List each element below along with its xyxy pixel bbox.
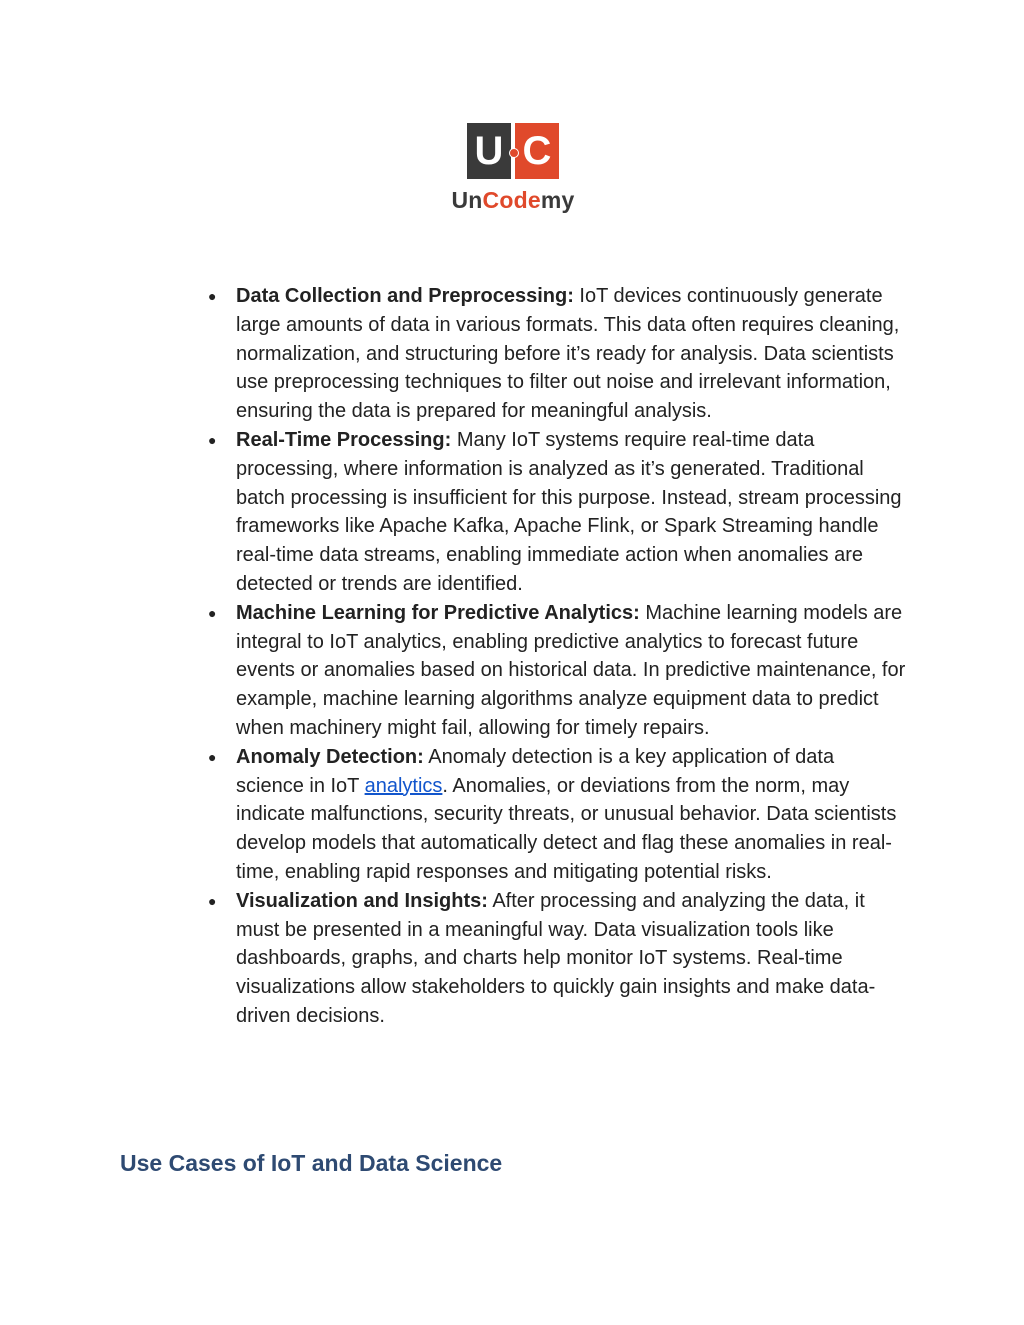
bullet-list: [208, 282, 906, 1031]
uncodemy-logo: [438, 120, 588, 220]
bullet-icon: ●: [208, 604, 217, 621]
item-term: Data Collection and Preprocessing:: [236, 285, 574, 307]
item-text: IoT devices continuously generate large amounts of data in various formats. This data often requires cleaning, normalization, and structuring before it’s ready for analysis. Data scientists use preprocessing techniques to filter out noise and irrelevant information, ensuring the data is prepared for meaningful analysis.: [236, 285, 900, 423]
item-text-before-link: Anomaly detection is a key application of data science in IoT: [236, 745, 835, 797]
section-heading: Use Cases of IoT and Data Science: [120, 1150, 503, 1176]
logo-wordmark: UnCodemy: [451, 187, 575, 213]
item-text: Machine learning models are integral to IoT analytics, enabling predictive analytics to forecast future events or anomalies based on historical data. In predictive maintenance, for example, machine learning algorithms analyze equipment data to predict when machinery might fail, allowing for timely repairs.: [236, 601, 906, 739]
list-item: [208, 887, 906, 1031]
bullet-icon: ●: [208, 288, 217, 304]
item-term: Visualization and Insights:: [236, 889, 488, 912]
list-item: [208, 426, 906, 599]
logo-letter-u: U: [467, 123, 511, 179]
list-item: [208, 599, 906, 743]
logo-dot: [509, 148, 519, 158]
bullet-icon: ●: [208, 431, 217, 448]
item-term: Real-Time Processing:: [236, 428, 452, 451]
bullet-icon: ●: [208, 748, 217, 765]
item-text: Many IoT systems require real-time data processing, where information is analyzed as it’s generated. Traditional batch processing is insufficient for this purpose. Instead, stream processing frameworks like Apache Kafka, Apache Flink, or Spark Streaming handle real-time data streams, enabling immediate action when anomalies are detected or trends are identified.: [236, 428, 902, 595]
item-term: Machine Learning for Predictive Analytics:: [236, 601, 640, 624]
item-term: Anomaly Detection:: [236, 745, 424, 768]
list-item: [208, 743, 906, 887]
item-text-after-link: . Anomalies, or deviations from the norm, may indicate malfunctions, security threats, or unusual behavior. Data scientists develop models that automatically detect and flag these anomalies in real-time, enabling rapid responses and mitigating potential risks.: [236, 774, 897, 883]
bullet-icon: ●: [208, 892, 217, 909]
list-item: [208, 282, 906, 426]
logo-letter-c: C: [515, 123, 559, 179]
item-text: After processing and analyzing the data, it must be presented in a meaningful way. Data visualization tools like dashboards, graphs, and charts help monitor IoT systems. Real-time visualizations allow stakeholders to quickly gain insights and make data-driven decisions.: [236, 889, 876, 1027]
logo-mark: [467, 123, 559, 179]
analytics-link[interactable]: analytics: [364, 774, 443, 797]
